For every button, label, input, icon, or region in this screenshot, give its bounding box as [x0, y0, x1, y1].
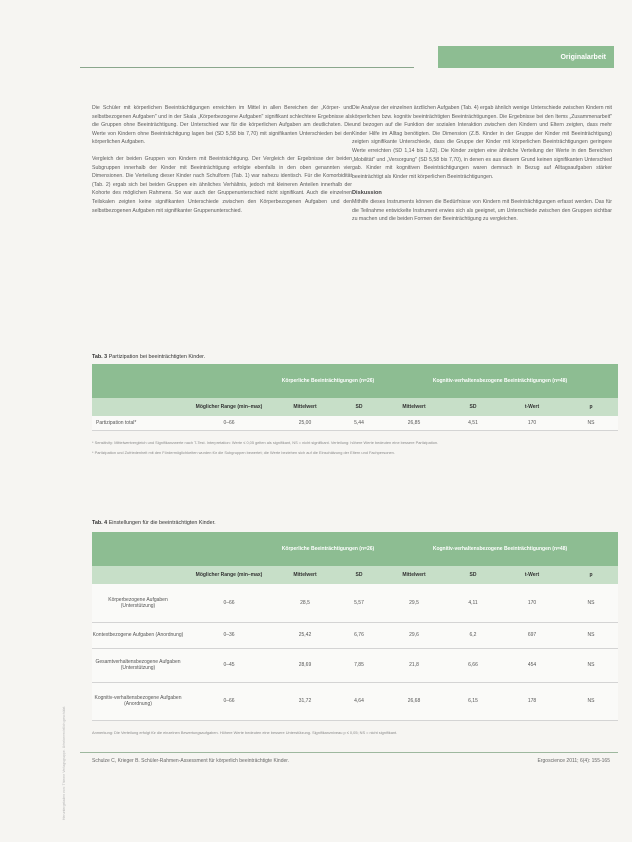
table-cell: 29,5 [382, 584, 446, 622]
table-row [92, 682, 618, 720]
table-cell: Partizipation total* [92, 416, 184, 430]
column-header: Möglicher Range (min–max) [184, 566, 274, 584]
table-cell: 25,42 [274, 622, 336, 648]
table3-notes [92, 440, 618, 457]
column-header: t-Wert [500, 566, 564, 584]
footnote: * Partizipation und Zufriedenheit mit den Fördermöglichkeiten wurden für die Subgruppen bewertet; die Werte beziehen sich auf die Einschätzung der Eltern und Fachpersonen. [92, 450, 395, 456]
table4-group1-header: Körperliche Beeinträchtigungen (n=26) [274, 532, 382, 566]
table-cell: Körperbezogene Aufgaben (Unterstützung) [92, 584, 184, 622]
table4-label: Tab. 4 [92, 520, 108, 526]
table4-group2-header: Kognitiv-verhaltensbezogene Beeinträchtigungen (n=48) [382, 532, 618, 566]
table-cell: Gesamtverhaltensbezogene Aufgaben (Unterstützung) [92, 648, 184, 682]
table3-caption: Partizipation bei beeinträchtigten Kinder. [108, 354, 206, 360]
column-header: p [564, 566, 618, 584]
footer-journal: Ergoscience 2011; 6(4): 155-165 [537, 758, 610, 764]
table4-notes [92, 730, 618, 736]
table-cell: 21,8 [382, 648, 446, 682]
table-cell: 4,64 [336, 682, 382, 720]
table-cell: NS [564, 416, 618, 430]
table-cell: 454 [500, 648, 564, 682]
footnote: * Sensitivity: Mittelwertvergleich und Signifikanzwerte nach T-Test. Interpretation: Werte ≤ 0,05 gelten als signifikant, NS = nicht signifikant. Verteilung: höhere Werte bedeuten eine bessere Partizipation. [92, 440, 439, 445]
table-cell: 697 [500, 622, 564, 648]
sidebar-copyright-text: Heruntergeladen von: Thieme Verlagsgruppe. Urheberrechtlich geschützt. [62, 705, 66, 820]
table4-title [92, 520, 216, 526]
table-cell: 0–66 [184, 584, 274, 622]
table-cell: 0–66 [184, 682, 274, 720]
paragraph: Die Analyse der einzelnen ärztlichen Aufgaben (Tab. 4) ergab ähnlich wenige Unterschiede zwischen Kindern mit körperlichen bzw. kognitiv beeinträchtigten Beeinträchtigungen. Die Ergebnisse bei den Items „Zusammenarbeit" und bezogen auf die Funktion der sozialen Interaktion zwischen den Kindern und Eltern zeigten, dass mehr Kinder Hilfe im Alltag benötigten. Die Dimension (Z.B. Kinder in der Gruppe der Kinder mit Beeinträchtigung) zeigten signifikante Unterschiede, dass die Gruppe der Kinder mit körperlichen Beeinträchtigungen geringere Werte erreichten (SD 1,14 bis 1,62). Die Kinder zeigten eine ähnliche Verteilung der Werte in den Bereichen „Mobilität" und „Versorgung" (SD 5,58 bis 7,70), in denen es aus diesem Grund keinen signifikanten Unterschied gab. Kinder mit kognitiven Beeinträchtigungen waren demnach in Bezug auf Alltagsaufgaben stärker beeinträchtigt als Kinder mit körperlichen Beeinträchtigungen. [352, 105, 612, 180]
table3 [92, 364, 618, 431]
table-cell: 0–66 [184, 416, 274, 430]
table-cell: 31,72 [274, 682, 336, 720]
table-cell: 28,69 [274, 648, 336, 682]
table-cell: 26,85 [382, 416, 446, 430]
table-cell: 6,66 [446, 648, 500, 682]
section-tag: Originalarbeit [438, 46, 614, 68]
column-header: Mittelwert [274, 566, 336, 584]
table3-group2-header: Kognitiv-verhaltensbezogene Beeinträchtigungen (n=48) [382, 364, 618, 398]
table-row [92, 622, 618, 648]
table-cell: 6,2 [446, 622, 500, 648]
column-header: p [564, 398, 618, 416]
table4-caption: Einstellungen für die beeinträchtigten Kinder. [108, 520, 216, 526]
column-header: Mittelwert [382, 566, 446, 584]
table-cell: 0–45 [184, 648, 274, 682]
table-cell: 29,6 [382, 622, 446, 648]
column-header: SD [336, 566, 382, 584]
table-cell: 170 [500, 584, 564, 622]
table-row [92, 584, 618, 622]
header-rule [80, 67, 414, 68]
column-header: Möglicher Range (min–max) [184, 398, 274, 416]
table3-title [92, 354, 205, 360]
column-header: Mittelwert [382, 398, 446, 416]
table-cell: 178 [500, 682, 564, 720]
table-cell: Kontextbezogene Aufgaben (Anordnung) [92, 622, 184, 648]
table4 [92, 532, 618, 721]
table-cell: 28,5 [274, 584, 336, 622]
table-cell: 170 [500, 416, 564, 430]
paragraph: Vergleich der beiden Gruppen von Kindern mit Beeinträchtigung. Der Vergleich der Ergebnisse der beiden Subgruppen innerhalb der Kinder mit Beeinträchtigung erfolgte ebenfalls in den oben genannten vier Dimensionen. Die Verteilung dieser Kinder nach Schulform (Tab. 1) war nahezu identisch. Für die Komorbidität (Tab. 2) ergab sich bei beiden Gruppen ein ähnliches Verhältnis, jedoch mit kleineren Anteilen innerhalb der Kohorte des möglichen Rahmens. So war auch der Gruppenunterschied nicht signifikant. Auch die einzelnen Teilskalen zeigten keine signifikanten Unterschiede zwischen den Körperbezogenen Aufgaben und den selbstbezogenen Aufgaben mit signifikanter Gruppenunterschied. [92, 155, 352, 214]
footer-rule [80, 752, 618, 753]
table-cell: NS [564, 648, 618, 682]
table-cell: 4,51 [446, 416, 500, 430]
table-cell: 5,57 [336, 584, 382, 622]
column-header: t-Wert [500, 398, 564, 416]
table-cell: NS [564, 622, 618, 648]
footer-citation: Schulze C, Krieger B. Schüler-Rahmen-Assessment für körperlich beeinträchtigte Kinder. [92, 758, 290, 764]
table3-label: Tab. 3 [92, 354, 108, 360]
table-row [92, 648, 618, 682]
right-text-column [352, 104, 612, 232]
table-cell: 6,76 [336, 622, 382, 648]
discussion-heading: Diskussion [352, 190, 382, 197]
table-cell: 25,00 [274, 416, 336, 430]
column-header: SD [336, 398, 382, 416]
table-cell: 5,44 [336, 416, 382, 430]
table-cell: NS [564, 584, 618, 622]
table-cell: 6,15 [446, 682, 500, 720]
left-text-column [92, 104, 352, 223]
table3-group1-header: Körperliche Beeinträchtigungen (n=26) [274, 364, 382, 398]
discussion-paragraph: Mithilfe dieses Instruments können die Bedürfnisse von Kindern mit Beeinträchtigungen erfasst werden. Das für die Teilnahme entwickelte Instrument erwies sich als geeignet, um Unterschiede zwischen den Gruppen sichtbar zu machen und die beiden Formen der Beeinträchtigung zu vergleichen. [352, 198, 612, 223]
column-header: SD [446, 398, 500, 416]
table-cell: Kognitiv-verhaltensbezogene Aufgaben (Anordnung) [92, 682, 184, 720]
table-cell: 4,11 [446, 584, 500, 622]
table-row [92, 416, 618, 430]
table-cell: NS [564, 682, 618, 720]
column-header: SD [446, 566, 500, 584]
paragraph: Die Schüler mit körperlichen Beeinträchtigungen erreichten im Mittel in allen Bereichen der „Körper- und selbstbezogenen Aufgaben" und in der Skala „Körperbezogene Aufgaben" signifikant schlechtere Ergebnisse als die Gruppen ohne Beeinträchtigung. Der Unterschied war für die körperlichen Aufgaben am deutlichsten. Die Werte von Kindern ohne Beeinträchtigung lagen bei (SD 5,58 bis 7,70) mit signifikanten Unterschieden bei den körperlichen Aufgaben. [92, 105, 352, 146]
table-cell: 7,85 [336, 648, 382, 682]
footnote: Anmerkung: Die Verteilung erfolgt für die einzelnen Bewertungsaufgaben. Höhere Werte bedeuten eine bessere Unterstützung. Signifikanzniveau p ≤ 0,05; NS = nicht signifikant. [92, 730, 398, 735]
column-header: Mittelwert [274, 398, 336, 416]
table-cell: 0–36 [184, 622, 274, 648]
table-cell: 26,68 [382, 682, 446, 720]
